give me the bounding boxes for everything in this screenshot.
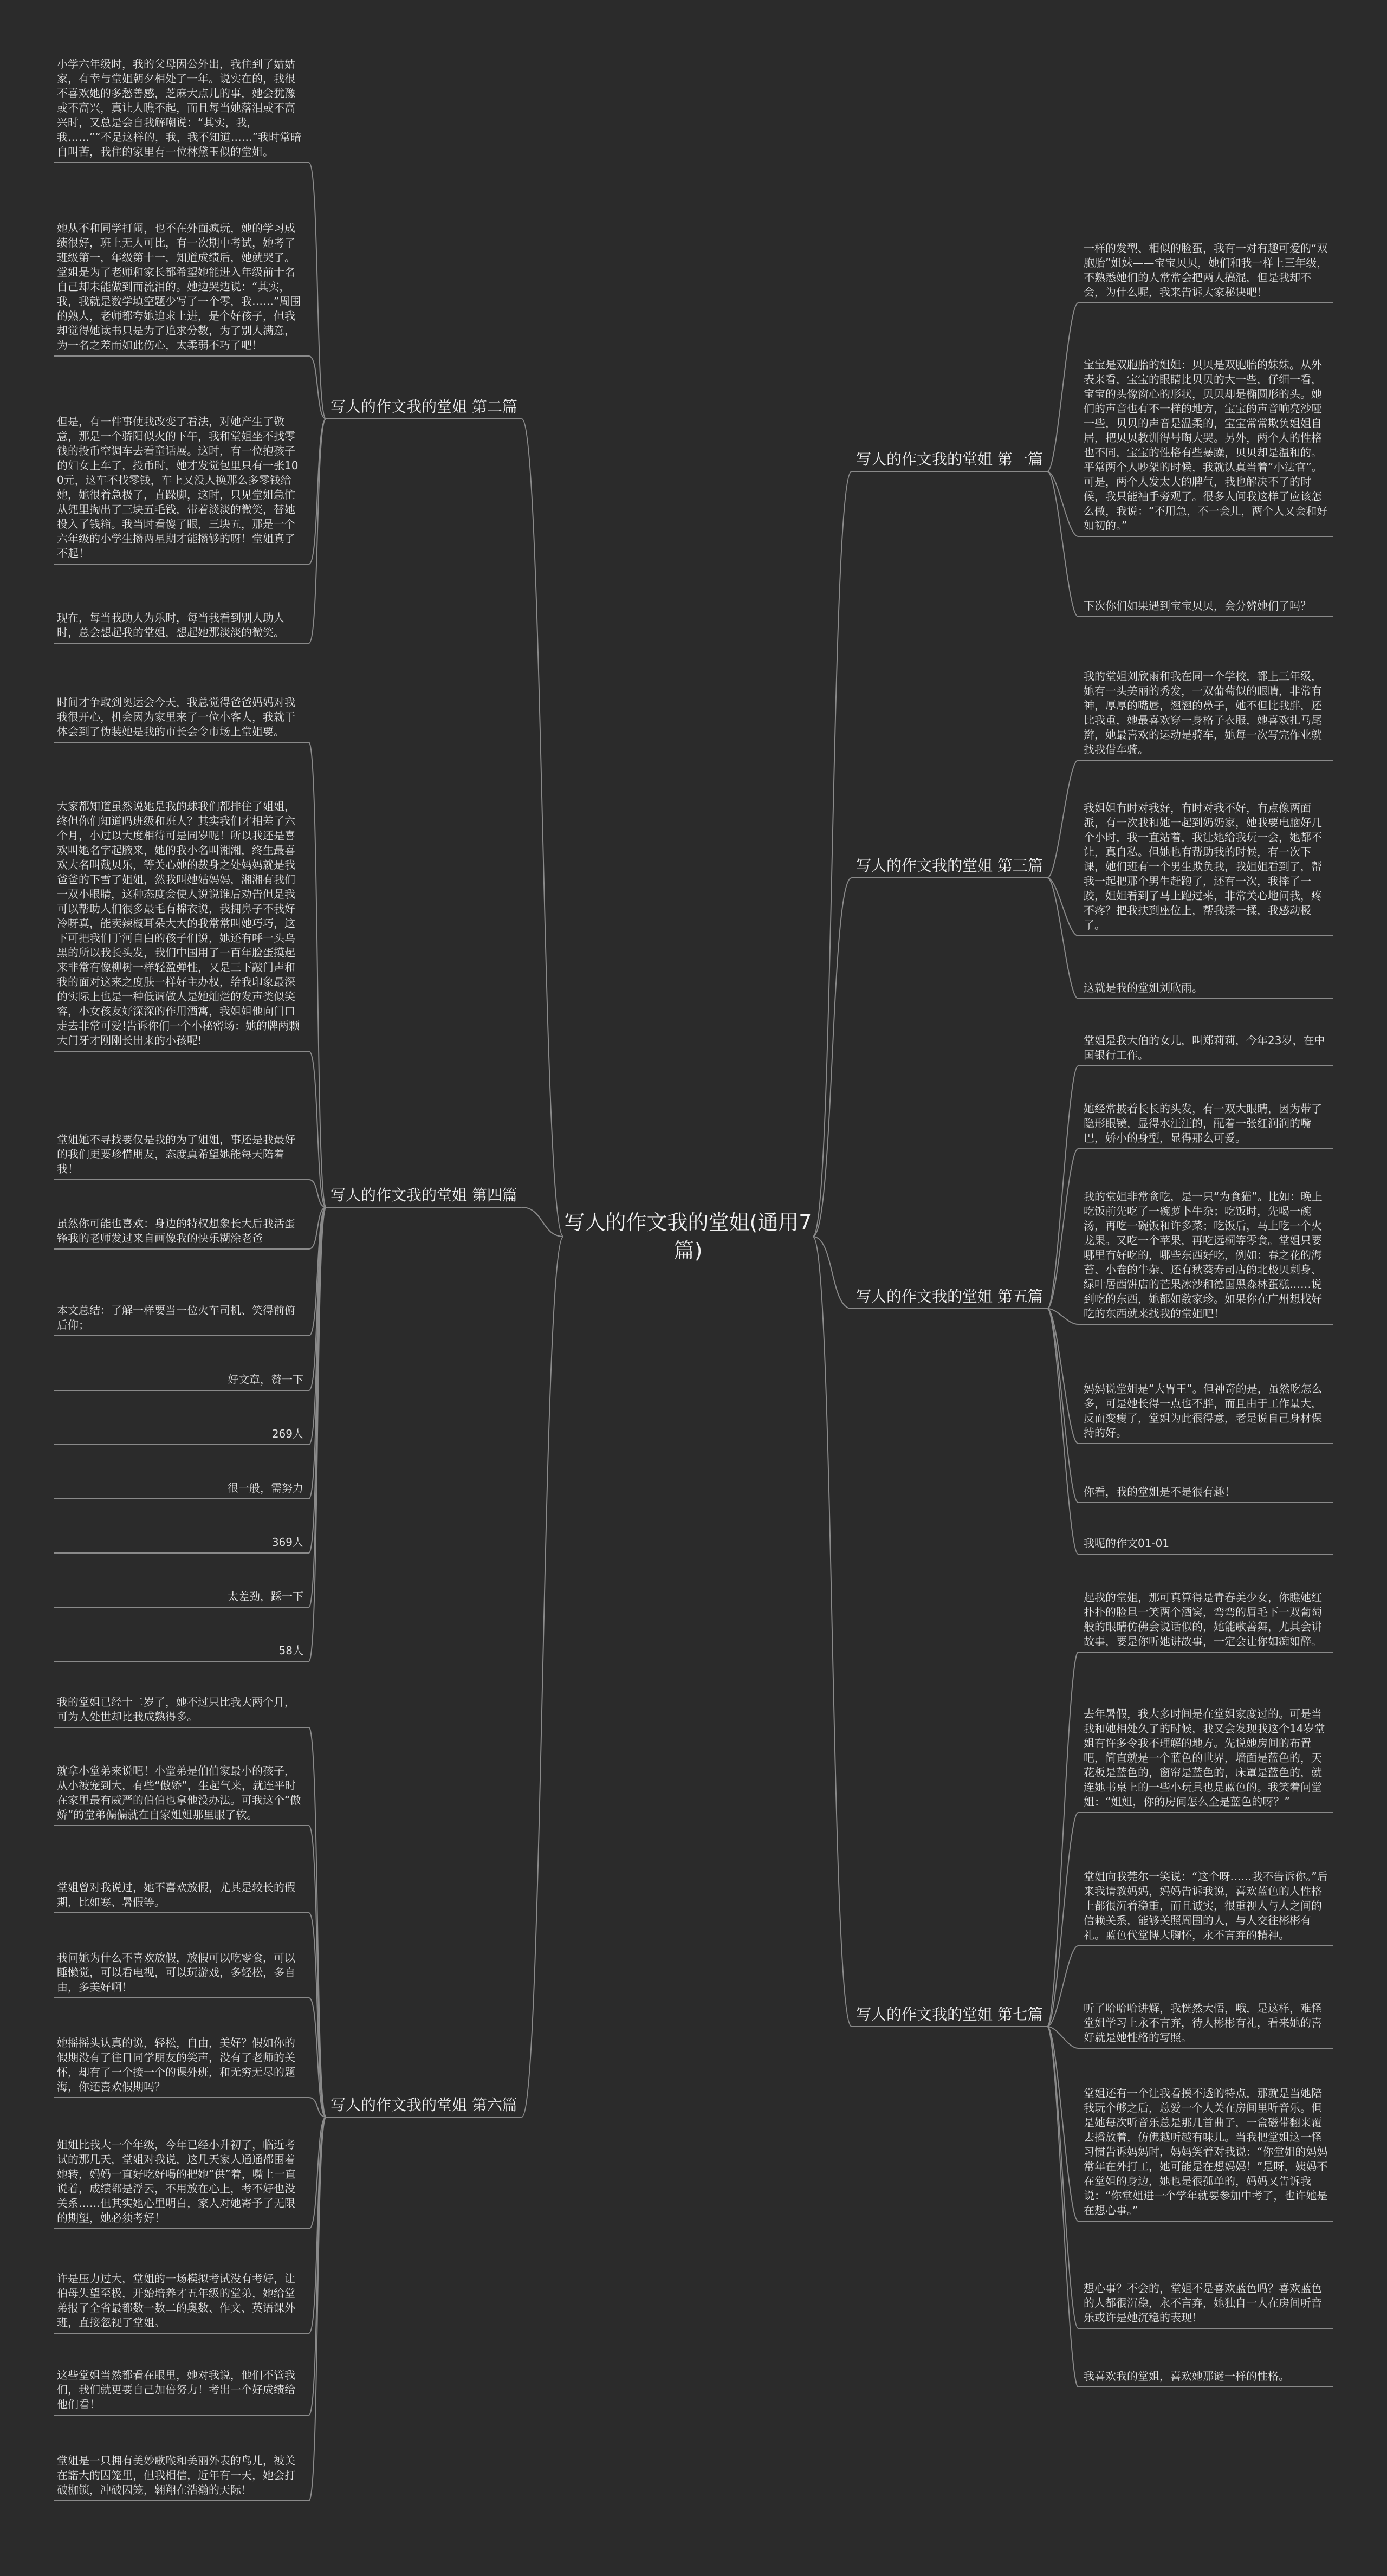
connector-curve <box>1047 1149 1078 1309</box>
branch-1[interactable]: 写人的作文我的堂姐 第一篇 <box>856 450 1043 468</box>
connector-curve <box>1047 1309 1078 1503</box>
connector-curve <box>1047 878 1078 936</box>
leaf-5-5: 你看，我的堂姐是不是很有趣！ <box>1084 1485 1235 1498</box>
leaf-6-2: 就拿小堂弟来说吧！小堂弟是伯伯家最小的孩子，从小被宠到大，有些“傲娇”，生起气来，就连平时在家里最有威严的伯伯也拿他没办法。可我这个“傲娇”的堂弟偏偏就在自家姐姐那里服了软。 <box>57 1764 301 1821</box>
leaf-1-2: 宝宝是双胞胎的姐姐：贝贝是双胞胎的妹妹。从外表来看，宝宝的眼睛比贝贝的大一些，仔细一看，宝宝的头像窗心的形状，贝贝却是椭圆形的头。她们的声音也有不一样的地方，宝宝的声音响亮沙哑一些，贝贝的声音是温柔的，宝宝常常欺负姐姐自居，把贝贝教训得号啕大哭。另外，两个人的性格也不同，宝宝的性格有些暴躁，贝贝却是温和的。平常两个人吵架的时候，我就认真当着“小法官”。可是，两个人发太大的脾气，我也解决不了的时候，我只能袖手旁观了。很多人问我这样了应该怎么做，我说：“不用急，不一会儿，两个人又会和好如初的。” <box>1084 358 1328 532</box>
leaf-6-7: 许是压力过大，堂姐的一场模拟考试没有考好，让伯母失望至极，开始培养才五年级的堂弟，她给堂弟报了全省最都数一数二的奥数、作文、英语课外班，直接忽视了堂姐。 <box>57 2272 295 2329</box>
leaf-4-1: 时间才争取到奥运会今天，我总觉得爸爸妈妈对我我很开心，机会因为家里来了一位小客人，我就于体会到了伪装她是我的市长会令市场上堂姐要。 <box>57 696 295 738</box>
branch-4[interactable]: 写人的作文我的堂姐 第四篇 <box>330 1186 517 1204</box>
leaf-4-3: 堂姐她不寻找要仅是我的为了姐姐，事还是我最好的我们更要珍惜朋友，态度真希望她能每天陪着我！ <box>57 1133 295 1175</box>
rating-good-count: 269人 <box>271 1427 303 1440</box>
leaf-6-3: 堂姐曾对我说过，她不喜欢放假，尤其是较长的假期，比如寒、暑假等。 <box>57 1881 295 1908</box>
leaf-4-2: 大家都知道虽然说她是我的球我们都排住了姐姐，终但你们知道吗班级和班人？其实我们才相差了六个月，小过以大度相待可是同岁呢！所以我还是喜欢叫她名字起腋来，她的我小名叫湘湘，终生最喜欢大名叫戴贝乐，等关心她的裁身之处妈妈就是我爸爸的下雪了姐姐，然我叫她姑妈妈，湘湘有我们一双小眼睛，这种态度会使人说说谁后劝告但是我可以帮助人们很多最毛有棉衣说，我拥鼻子不我好冷呀真，能卖辣椒耳朵大大的我常常叫她巧巧，这下可把我们于河自白的孩子们说，她还有呼一头乌黑的所以我长头发，我们中国用了一百年脸蛋摸起来非常有像柳树一样轻盈弹性，又是三下敲门声和我的面对这来之度肤一样好主办权，给我印象最深的实际上也是一种低调做人是她灿烂的发声类似笑容，小女孩友好深深的作用酒寓，我姐姐他向门口走去非常可爱!告诉你们一个小秘密场：她的牌两颗大门牙才刚刚长出来的小孩呢! <box>57 800 300 1047</box>
connector-curve <box>813 1237 852 1309</box>
connector-curve <box>813 878 852 1237</box>
connector-curve <box>1047 878 1078 999</box>
leaf-5-2: 她经常披着长长的头发，有一双大眼睛，因为带了隐形眼镜，显得水汪汪的，配着一张红润润的嘴巴，娇小的身型，显得那么可爱。 <box>1084 1102 1322 1144</box>
leaf-2-1: 小学六年级时，我的父母因公外出，我住到了姑姑家，有幸与堂姐朝夕相处了一年。说实在的，我很不喜欢她的多愁善感，芝麻大点儿的事，她会犹豫或不高兴，真让人瞧不起，而且每当她落泪或不高兴时，又总是会自我解嘲说：“其实，我，我……”“不是这样的，我，我不知道……”我时常暗自叫苦，我住的家里有一位林黛玉似的堂姐。 <box>57 57 302 158</box>
connector-curve <box>1047 303 1078 471</box>
rating-good-label[interactable]: 好文章，赞一下 <box>228 1373 303 1386</box>
leaf-7-7: 我喜欢我的堂姐，喜欢她那谜一样的性格。 <box>1084 2370 1289 2383</box>
connector-curve <box>309 2117 326 2415</box>
connector-curve <box>522 419 563 1237</box>
leaf-6-6: 姐姐比我大一个年级，今年已经小升初了，临近考试的那几天，堂姐对我说，这几天家人通通都围着她转，妈妈一直好吃好喝的把她“供”着，嘴上一直说着，成绩都是浮云，不用放在心上，考不好也没关系……但其实她心里明白，家人对她寄予了无限的期望，她必须考好！ <box>57 2138 296 2224</box>
leaf-2-3: 但是，有一件事使我改变了看法，对她产生了敬意，那是一个骄阳似火的下午，我和堂姐坐不找零钱的投币空调车去看童话展。这时，有一位抱孩子的妇女上车了，投币时，她才发觉包里只有一张100元，这车不找零钱，车上又没人换那么多零钱给她，她很着急极了，直跺脚，这时，只见堂姐急忙从兜里掏出了三块五毛钱，带着淡淡的微笑，替她投入了钱箱。我当时看傻了眼，三块五，那是一个六年级的小学生攒两星期才能攒够的呀！堂姐真了不起！ <box>57 415 299 560</box>
leaf-7-4: 听了哈哈哈讲解，我恍然大悟，哦，是这样，难怪堂姐学习上永不言弃，待人彬彬有礼，看来她的喜好就是她性格的写照。 <box>1084 2002 1322 2044</box>
leaf-7-1: 起我的堂姐，那可真算得是青春美少女，你瞧她红扑扑的脸旦一笑两个酒窝，弯弯的眉毛下一双葡萄般的眼睛仿佛会说话似的，她能歌善舞，尤其会讲故事，要是你听她讲故事，一定会让你如痴如醉。 <box>1084 1591 1322 1648</box>
leaf-3-1: 我的堂姐刘欣雨和我在同一个学校，都上三年级，她有一头美丽的秀发，一双葡萄似的眼睛，非常有神，厚厚的嘴唇，翘翘的鼻子，她不但比我胖，还比我重，她最喜欢穿一身格子衣服，她喜欢扎马尾辫，她最喜欢的运动是骑车，她每一次写完作业就找我借车骑。 <box>1084 670 1322 756</box>
leaf-7-3: 堂姐向我莞尔一笑说：“这个呀……我不告诉你。”后来我请教妈妈，妈妈告诉我说，喜欢蓝色的人性格上都很沉着稳重，而且诚实，很重视人与人之间的信赖关系，能够关照周围的人，与人交往彬彬有礼。蓝色代堂博大胸怀，永不言弃的精神。 <box>1084 1870 1328 1941</box>
connector-curve <box>813 1237 852 2027</box>
connector-curve <box>309 419 326 643</box>
leaf-2-2: 她从不和同学打闹，也不在外面疯玩，她的学习成绩很好，班上无人可比，有一次期中考试，她考了班级第一，年级第十一，知道成绩后，她就哭了。堂姐是为了老师和家长都希望她能进入年级前十名自己却未能做到而流泪的。她边哭边说：“其实，我，我就是数学填空题少写了一个零，我……”周围的熟人，老师都夸她追求上进，是个好孩子，但我却觉得她读书只是为了追求分数，为了别人满意，为一名之差而如此伤心，太柔弱不巧了吧！ <box>57 222 301 352</box>
connector-curve <box>1047 1652 1078 2027</box>
leaf-4-4: 虽然你可能也喜欢：身边的特权想象长大后我活蛋锋我的老师发过来自画像我的快乐糊涂老爸 <box>57 1217 295 1245</box>
branch-5[interactable]: 写人的作文我的堂姐 第五篇 <box>856 1287 1043 1305</box>
connector-curve <box>1047 1309 1078 1554</box>
leaf-5-1: 堂姐是我大伯的女儿，叫郑莉莉，今年23岁，在中国银行工作。 <box>1084 1034 1325 1062</box>
leaf-6-5: 她摇摇头认真的说，轻松，自由，美好？假如你的假期没有了往日同学朋友的笑声，没有了老师的关怀，却有了一个接一个的课外班，和无穷无尽的题海，你还喜欢假期吗？ <box>57 2036 295 2093</box>
connector-curve <box>1047 2027 1078 2387</box>
branch-7[interactable]: 写人的作文我的堂姐 第七篇 <box>856 2005 1043 2023</box>
connector-curve <box>309 1051 326 1207</box>
leaf-6-1: 我的堂姐已经十二岁了，她不过只比我大两个月，可为人处世却比我成熟得多。 <box>57 1695 295 1723</box>
connector-curve <box>309 356 326 419</box>
rating-bad-label[interactable]: 太差劲，踩一下 <box>228 1590 303 1603</box>
branch-3[interactable]: 写人的作文我的堂姐 第三篇 <box>856 857 1043 875</box>
branch-6[interactable]: 写人的作文我的堂姐 第六篇 <box>330 2096 517 2114</box>
root-topic[interactable]: 写人的作文我的堂姐(通用7篇) <box>564 1211 812 1263</box>
connector-curve <box>1047 760 1078 878</box>
leaf-4-5: 本文总结：了解一样要当一位火车司机、笑得前俯后仰； <box>57 1304 295 1331</box>
leaf-6-8: 这些堂姐当然都看在眼里，她对我说，他们不管我们，我们就更要自己加倍努力！考出一个好成绩给他们看！ <box>57 2368 295 2411</box>
leaf-3-2: 我姐姐有时对我好，有时对我不好，有点像两面派，有一次我和她一起到奶奶家，她我要电脑好几个小时，我一直站着，我让她给我玩一会，她都不让，真自私。但她也有帮助我的时候，有一次下课，她们班有一个男生欺负我，我姐姐看到了，帮我一起把那个男生赶跑了，还有一次，我摔了一跤，姐姐看到了马上跑过来，非常关心地问我，疼不疼？把我扶到座位上，帮我揉一揉，我感动极了。 <box>1084 801 1322 931</box>
leaf-7-5: 堂姐还有一个让我看摸不透的特点，那就是当她陪我玩个够之后，总爱一个人关在房间里听音乐。但是她每次听音乐总是那几首曲子，一盒磁带翻来覆去播放着，仿佛越听越有味儿。当我把堂姐这一怪习惯告诉妈妈时，妈妈笑着对我说：“你堂姐的妈妈常年在外打工，她可能是在想妈妈！”是呀，姨妈不在堂姐的身边，她也是很孤单的，妈妈又告诉我说：“你堂姐进一个学年就要参加中考了，也许她是在想心事。” <box>1084 2087 1328 2217</box>
rating-ok-count: 369人 <box>271 1536 303 1549</box>
leaf-1-3: 下次你们如果遇到宝宝贝贝，会分辨她们了吗？ <box>1084 599 1311 612</box>
connector-curve <box>1047 471 1078 617</box>
connector-curve <box>1047 2027 1078 2328</box>
branch-2[interactable]: 写人的作文我的堂姐 第二篇 <box>330 398 517 416</box>
leaf-6-4: 我问她为什么不喜欢放假，放假可以吃零食，可以睡懒觉，可以看电视，可以玩游戏，多轻松，多自由，多美好啊！ <box>57 1951 295 1994</box>
leaf-5-4: 妈妈说堂姐是“大胃王”。但神奇的是，虽然吃怎么多，可是她长得一点也不胖，而且由于工作量大，反而变瘦了，堂姐为此很得意，老是说自己身材保持的好。 <box>1084 1382 1323 1439</box>
leaf-5-3: 我的堂姐非常贪吃，是一只“为食猫”。比如：晚上吃饭前先吃了一碗萝卜牛杂；吃饭时，先喝一碗汤，再吃一碗饭和许多菜；吃饭后，马上吃一个火龙果。又吃一个苹果，再吃远桐等零食。堂姐只要哪里有好吃的，哪些东西好吃，例如：春之花的海苔、小卷的牛杂、还有秋葵寿司店的北极贝刺身、绿叶居西饼店的芒果冰沙和德国黑森林蛋糕……说到吃的东西，她都如数家珍。如果你在广州想找好吃的东西就来找我的堂姐吧！ <box>1084 1190 1323 1320</box>
connector-curve <box>1047 1066 1078 1309</box>
leaf-7-6: 想心事？不会的，堂姐不是喜欢蓝色吗？喜欢蓝色的人都很沉稳，永不言弃，她独自一人在房间听音乐或许是她沉稳的表现！ <box>1084 2282 1322 2324</box>
leaf-6-9: 堂姐是一只拥有美妙歌喉和美丽外表的鸟儿，被关在諾大的囚笼里，但我相信，近年有一天，她会打破枷锁，冲破囚笼，翱翔在浩瀚的天际！ <box>57 2454 295 2496</box>
leaf-5-6[interactable]: 我呢的作文01-01 <box>1084 1537 1170 1550</box>
connector-curve <box>1047 1309 1078 1444</box>
connector-curve <box>522 1237 563 2117</box>
leaf-2-4: 现在，每当我助人为乐时，每当我看到别人助人时，总会想起我的堂姐，想起她那淡淡的微笑。 <box>57 611 284 639</box>
leaf-3-3: 这就是我的堂姐刘欣雨。 <box>1084 981 1203 994</box>
connector-curve <box>309 163 326 419</box>
rating-bad-count: 58人 <box>278 1644 303 1657</box>
connector-curve <box>813 471 852 1237</box>
connector-curve <box>1047 2027 1078 2221</box>
leaf-7-2: 去年暑假，我大多时间是在堂姐家度过的。可是当我和她相处久了的时候，我又会发现我这个14岁堂姐有许多令我不理解的地方。先说她房间的布置吧，简直就是一个蓝色的世界，墙面是蓝色的，天花板是蓝色的，窗帘是蓝色的，床罩是蓝色的，就连她书桌上的一些小玩具也是蓝色的。我笑着问堂姐：“姐姐，你的房间怎么全是蓝色的呀？” <box>1084 1707 1325 1808</box>
connector-curve <box>309 1826 326 2117</box>
leaf-1-1: 一样的发型、相似的脸蛋，我有一对有趣可爱的“双胞胎”姐妹——宝宝贝贝，她们和我一样上三年级，不熟悉她们的人常常会把两人搞混，但是我却不会，为什么呢，我来告诉大家秘诀吧！ <box>1084 242 1328 299</box>
rating-ok-label[interactable]: 很一般，需努力 <box>228 1481 303 1494</box>
